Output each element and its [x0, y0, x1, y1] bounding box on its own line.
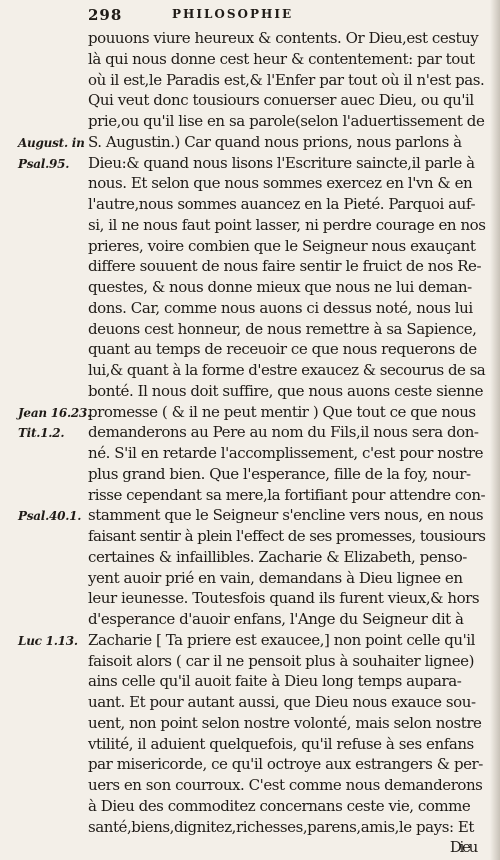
- text-line: demanderons au Pere au nom du Fils,il nous sera don-: [88, 423, 479, 442]
- body-text: [88, 28, 496, 858]
- text-line: là qui nous donne cest heur & contentement: par tout: [88, 49, 475, 68]
- text-line: santé,biens,dignitez,richesses,parens,amis,le pays: Et: [88, 817, 474, 836]
- text-line: bonté. Il nous doit suffire, que nous auons ceste sienne: [88, 381, 484, 400]
- text-line: né. S'il en retarde l'accomplissement, c'est pour nostre: [88, 444, 484, 462]
- text-line: l'autre,nous sommes auancez en la Pieté. Parquoi auf-: [88, 195, 476, 213]
- text-line: faisant sentir à plein l'effect de ses promesses, tousiours: [88, 527, 486, 545]
- margin-reference: Psal.40.1.: [18, 509, 82, 524]
- text-line: stamment que le Seigneur s'encline vers nous, en nous: [88, 506, 484, 525]
- margin-reference: August. in: [18, 135, 85, 150]
- text-line: S. Augustin.) Car quand nous prions, nous parlons à: [88, 132, 462, 151]
- margin-reference: Tit.1.2.: [18, 426, 65, 441]
- text-line: differe souuent de nous faire sentir le fruict de nos Re-: [88, 257, 482, 276]
- text-line: risse cependant sa mere,la fortifiant pour attendre con-: [88, 485, 486, 504]
- text-line: vtilité, il aduient quelquefois, qu'il refuse à ses enfans: [88, 734, 474, 753]
- text-line: Zacharie [ Ta priere est exaucee,] non point celle qu'il: [88, 630, 475, 649]
- text-line: par misericorde, ce qu'il octroye aux estrangers & per-: [88, 755, 483, 774]
- margin-reference: Jean 16.23.: [18, 405, 91, 420]
- text-line: questes, & nous donne mieux que nous ne lui deman-: [88, 278, 472, 296]
- margin-reference: Psal.95.: [18, 156, 70, 171]
- text-line: à Dieu des commoditez concernans ceste vie, comme: [88, 796, 471, 815]
- text-line: Qui veut donc tousiours conuerser auec Dieu, ou qu'il: [88, 91, 474, 110]
- text-line: uant. Et pour autant aussi, que Dieu nous exauce sou-: [88, 693, 476, 711]
- text-line: promesse ( & il ne peut mentir ) Que tout ce que nous: [88, 402, 476, 421]
- text-line: plus grand bien. Que l'esperance, fille de la foy, nour-: [88, 464, 471, 483]
- text-line: leur ieunesse. Toutesfois quand ils furent vieux,& hors: [88, 589, 480, 608]
- page-header: [88, 6, 488, 28]
- margin-reference: Luc 1.13.: [18, 633, 78, 648]
- text-line: certaines & infaillibles. Zacharie & Elizabeth, penso-: [88, 547, 467, 566]
- text-line: lui,& quant à la forme d'estre exaucez & secourus de sa: [88, 361, 486, 379]
- text-line: yent auoir prié en vain, demandans à Dieu lignee en: [88, 568, 463, 587]
- text-line: ains celle qu'il auoit faite à Dieu long temps aupara-: [88, 672, 462, 691]
- text-line: prieres, voire combien que le Seigneur nous exauçant: [88, 236, 476, 255]
- text-line: faisoit alors ( car il ne pensoit plus à souhaiter lignee): [88, 651, 474, 670]
- text-line: Dieu:& quand nous lisons l'Escriture saincte,il parle à: [88, 153, 475, 172]
- text-line: Dieu: [449, 838, 476, 857]
- text-line: où il est,le Paradis est,& l'Enfer par tout où il n'est pas.: [88, 70, 485, 89]
- text-line: si, il ne nous faut point lasser, ni perdre courage en nos: [88, 215, 486, 234]
- text-line: uent, non point selon nostre volonté, mais selon nostre: [88, 713, 482, 732]
- text-line: prie,ou qu'il lise en sa parole(selon l'aduertissement de: [88, 112, 485, 130]
- text-line: d'esperance d'auoir enfans, l'Ange du Seigneur dit à: [88, 610, 464, 628]
- running-head: PHILOSOPHIE: [172, 7, 294, 21]
- text-line: nous. Et selon que nous sommes exercez en l'vn & en: [88, 174, 473, 193]
- text-line: uers en son courroux. C'est comme nous demanderons: [88, 776, 483, 794]
- text-line: dons. Car, comme nous auons ci dessus noté, nous lui: [88, 298, 473, 317]
- text-line: quant au temps de receuoir ce que nous requerons de: [88, 340, 477, 359]
- text-line: deuons cest honneur, de nous remettre à sa Sapience,: [88, 319, 477, 338]
- page-gutter-shadow: [490, 0, 500, 860]
- text-line: pouuons viure heureux & contents. Or Dieu,est cestuy: [88, 29, 479, 47]
- page-number: 298: [88, 6, 123, 24]
